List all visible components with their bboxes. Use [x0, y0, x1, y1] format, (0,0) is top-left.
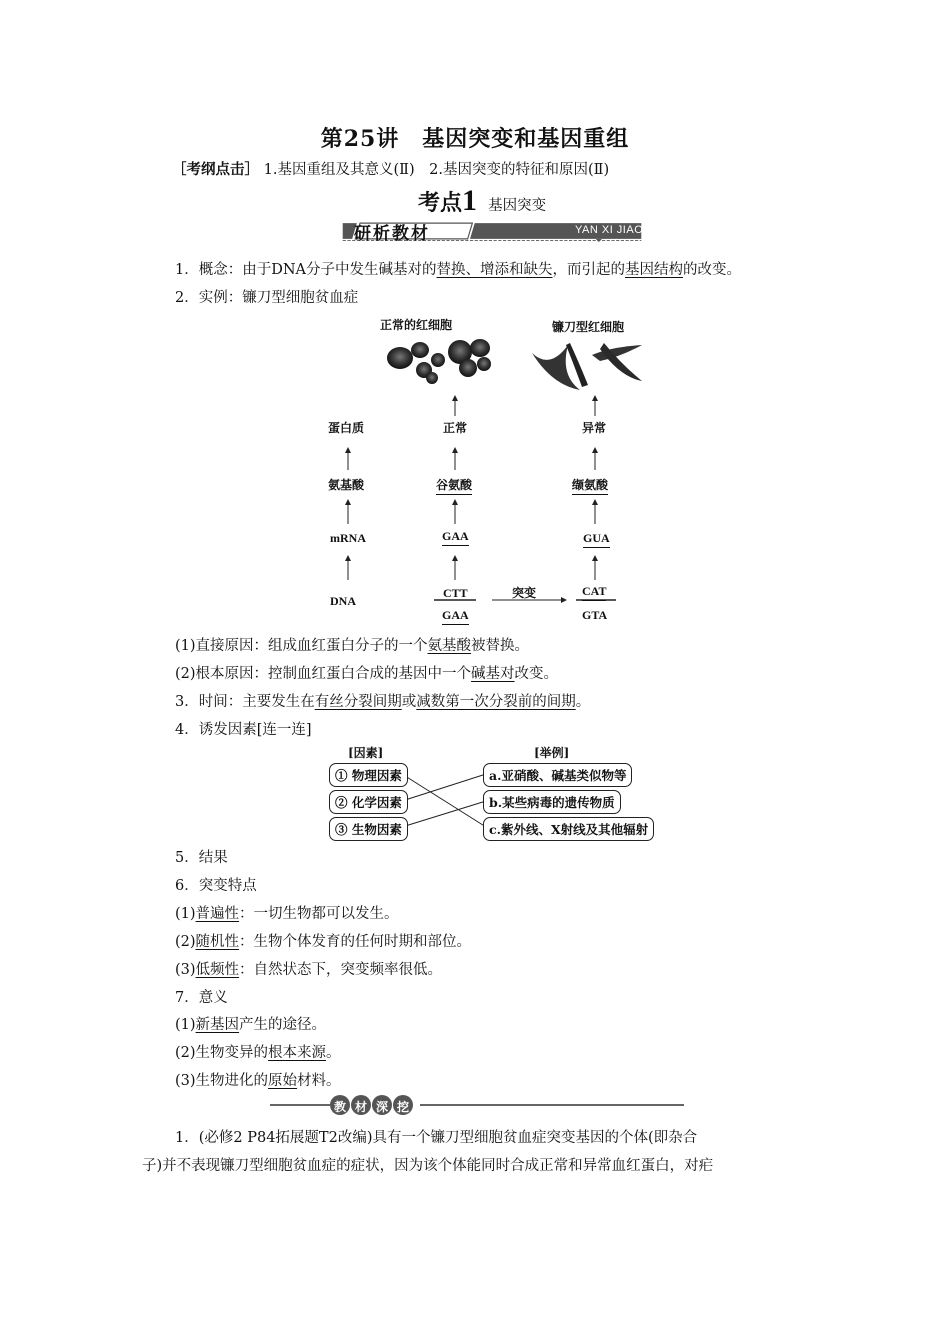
normal-red-cells-image [380, 330, 498, 388]
normal-dna-coding: GAA [442, 608, 469, 625]
row-label-protein: 蛋白质 [328, 421, 365, 435]
significance-2: (2)生物变异的根本来源。 [175, 1045, 341, 1061]
topic-heading [418, 184, 546, 218]
question-line-2: 子)并不表现镰刀型细胞贫血症的症状，因为该个体能同时合成正常和异常血红蛋白，对疟 [142, 1158, 714, 1174]
concept-key2: 基因结构 [625, 262, 684, 278]
direct-cause-key: 氨基酸 [427, 638, 472, 654]
sickle-cells-label: 镰刀型红细胞 [552, 320, 625, 334]
result-line: 5．结果 [175, 850, 228, 866]
mutant-dna-coding: GTA [582, 608, 608, 622]
outline-items: 1.基因重组及其意义(Ⅱ) 2.基因突变的特征和原因(Ⅱ) [263, 162, 610, 178]
concept-line: 1．概念：由于DNA分子中发生碱基对的替换、增添和缺失，而引起的基因结构的改变。 [175, 262, 742, 278]
deep-dig-banner [270, 1094, 684, 1116]
mutant-amino-acid: 缬氨酸 [572, 476, 608, 495]
row-label-amino-acid: 氨基酸 [328, 478, 365, 492]
mutant-mrna: GUA [583, 531, 610, 548]
factor-chemical: ② 化学因素 [329, 790, 408, 814]
significance-line: 7．意义 [175, 990, 228, 1006]
banner-en: YAN XI JIAO CAI [575, 224, 667, 236]
example-line: 2．实例：镰刀型细胞贫血症 [175, 290, 359, 306]
normal-amino-acid: 谷氨酸 [436, 476, 472, 495]
example-c: c.紫外线、X射线及其他辐射 [483, 817, 654, 841]
feature-low-frequency: (3)低频性：自然状态下，突变频率很低。 [175, 962, 443, 978]
match-right-head: [举例] [534, 746, 570, 760]
outline-tag: ［考纲点击］ [172, 161, 259, 178]
direct-cause-line: (1)直接原因：组成血红蛋白分子的一个氨基酸被替换。 [175, 638, 530, 654]
significance-3: (3)生物进化的原始材料。 [175, 1073, 341, 1089]
question-line-1: 1．(必修2 P84拓展题T2改编)具有一个镰刀型细胞贫血症突变基因的个体(即杂合 [175, 1130, 698, 1146]
match-left-head: [因素] [348, 746, 384, 760]
root-cause-key: 碱基对 [471, 666, 515, 682]
feature-random: (2)随机性：生物个体发育的任何时期和部位。 [175, 934, 472, 950]
banner-cn: 研析教材 [354, 224, 430, 244]
significance-1: (1)新基因产生的途径。 [175, 1017, 327, 1033]
normal-protein: 正常 [443, 421, 468, 435]
deep-dig-char-1: 教 [334, 1100, 347, 1114]
factor-physical: ① 物理因素 [329, 763, 408, 787]
normal-cells-label: 正常的红细胞 [380, 318, 453, 332]
outline-line [172, 158, 609, 179]
page-title: 第25讲 基因突变和基因重组 [320, 126, 630, 152]
root-cause-line: (2)根本原因：控制血红蛋白合成的基因中一个碱基对改变。 [175, 666, 559, 682]
row-label-mrna: mRNA [330, 531, 366, 545]
mutation-label: 突变 [512, 586, 537, 600]
mutant-dna-template: CAT [582, 584, 606, 601]
normal-dna-template: CTT [443, 586, 468, 600]
time-key1: 有丝分裂间期 [314, 694, 402, 710]
sickle-red-cells-image [530, 335, 648, 393]
deep-dig-char-3: 深 [376, 1100, 389, 1114]
topic-name: 基因突变 [488, 198, 547, 214]
concept-key1: 替换、增添和缺失 [436, 262, 553, 278]
time-key2: 减数第一次分裂前的间期 [416, 694, 576, 710]
row-label-dna: DNA [330, 594, 356, 608]
mutant-protein: 异常 [582, 421, 607, 435]
factor-biological: ③ 生物因素 [329, 817, 408, 841]
match-lines [400, 766, 490, 836]
example-a: a.亚硝酸、碱基类似物等 [483, 763, 632, 787]
features-line: 6．突变特点 [175, 878, 257, 894]
topic-label: 考点1 [418, 184, 478, 217]
feature-universal: (1)普遍性：一切生物都可以发生。 [175, 906, 399, 922]
deep-dig-char-4: 挖 [397, 1100, 410, 1114]
example-b: b.某些病毒的遗传物质 [483, 790, 621, 814]
deep-dig-char-2: 材 [355, 1100, 368, 1114]
time-line: 3．时间：主要发生在有丝分裂间期或减数第一次分裂前的间期。 [175, 694, 591, 710]
normal-mrna: GAA [442, 529, 469, 546]
factors-line: 4．诱发因素[连一连] [175, 722, 312, 738]
